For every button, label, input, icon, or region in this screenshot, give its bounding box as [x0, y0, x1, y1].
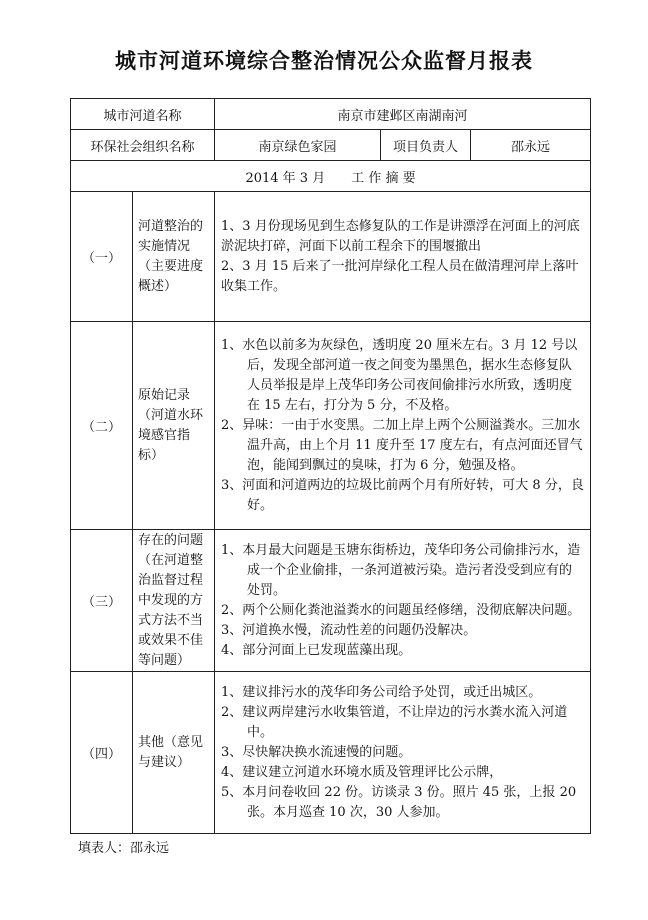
content-item: 3、尽快解决换水流速慢的问题。: [221, 744, 412, 760]
org-row: [71, 130, 591, 161]
period-row: [71, 161, 591, 192]
section-row: [71, 322, 591, 530]
content-item: 2、异味：一由于水变黑。二加上岸上两个公厕溢粪水。三加水温升高，由上个月 11 度升至 17 度左右，有点河面还冒气泡，能闻到飘过的臭味，打为 6 分，勉强及格。: [221, 417, 583, 473]
river-name-label: 城市河道名称: [71, 99, 215, 130]
section-content: [215, 672, 591, 834]
content-item: 3、河面和河道两边的垃圾比前两个月有所好转，可大 8 分，良好。: [221, 477, 584, 513]
section-label: 其他（意见与建议）: [133, 672, 215, 834]
content-item: 4、部分河面上已发现蓝藻出现。: [221, 642, 412, 658]
content-item: 1、本月最大问题是玉塘东街桥边，茂华印务公司偷排污水，造成一个企业偷排，一条河道被污染。造污者没受到应有的处罚。: [221, 542, 581, 598]
section-content: [215, 322, 591, 530]
section-row: [71, 672, 591, 834]
content-item: 4、建议建立河道水环境水质及管理评比公示牌，: [221, 764, 503, 780]
section-row: [71, 192, 591, 322]
section-number: （四）: [71, 672, 133, 834]
section-number: （三）: [71, 530, 133, 672]
section-content: [215, 192, 591, 322]
period-heading: 2014 年 3 月 工 作 摘 要: [71, 161, 591, 192]
page-title: 城市河道环境综合整治情况公众监督月报表: [115, 49, 533, 73]
filled-by: 填表人：邵永远: [78, 841, 170, 856]
content-item: 2、两个公厕化粪池溢粪水的问题虽经修缮，没彻底解决问题。: [221, 602, 581, 618]
section-label: 河道整治的实施情况（主要进度概述）: [133, 192, 215, 322]
section-label: 存在的问题（在河道整治监督过程中发现的方式方法不当或效果不佳等问题）: [133, 530, 215, 672]
section-number: （二）: [71, 322, 133, 530]
leader-label: 项目负责人: [381, 130, 471, 161]
report-table: [70, 98, 591, 834]
section-number: （一）: [71, 192, 133, 322]
org-value: 南京绿色家园: [215, 130, 381, 161]
section-content: [215, 530, 591, 672]
content-item: 3、河道换水慢，流动性差的问题仍没解决。: [221, 622, 477, 638]
content-paragraph: 1、3 月份现场见到生态修复队的工作是讲漂浮在河面上的河底淤泥块打碎，河面下以前工程余下的围堰撤出: [221, 218, 580, 254]
content-item: 5、本月问卷收回 22 份。访谈录 3 份。照片 45 张，上报 20 张。本月巡查 10 次，30 人参加。: [221, 784, 577, 820]
section-row: [71, 530, 591, 672]
org-label: 环保社会组织名称: [71, 130, 215, 161]
content-item: 2、建议两岸建污水收集管道，不让岸边的污水粪水流入河道中。: [221, 704, 568, 740]
river-name-value: 南京市建邺区南湖南河: [215, 99, 591, 130]
content-item: 1、建议排污水的茂华印务公司给予处罚，或迁出城区。: [221, 684, 542, 700]
content-paragraph: 2、3 月 15 后来了一批河岸绿化工程人员在做清理河岸上落叶收集工作。: [221, 258, 579, 294]
section-label: 原始记录（河道水环境感官指标）: [133, 322, 215, 530]
river-name-row: [71, 99, 591, 130]
content-item: 1、水色以前多为灰绿色，透明度 20 厘米左右。3 月 12 号以后，发现全部河道一夜之间变为墨黑色，据水生态修复队人员举报是岸上茂华印务公司夜间偷排污水所致，透明度在 15 左右，打分为 5 分，不及格。: [221, 337, 578, 413]
leader-value: 邵永远: [471, 130, 591, 161]
